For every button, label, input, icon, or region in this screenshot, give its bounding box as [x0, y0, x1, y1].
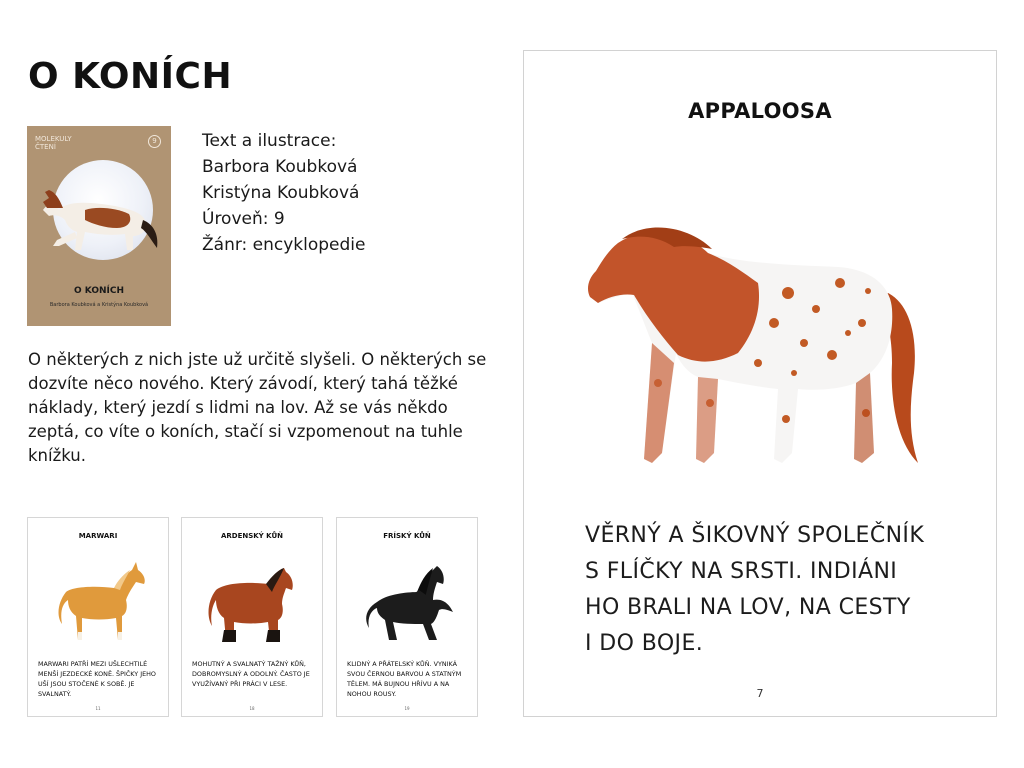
page-preview-appaloosa: [523, 50, 997, 717]
thumbnail-title: FRÍSKÝ KŮŇ: [383, 532, 431, 540]
book-cover[interactable]: [27, 126, 171, 326]
thumbnail-page-marwari[interactable]: [27, 517, 169, 717]
ardennes-horse-illustration: [202, 552, 306, 652]
appaloosa-horse-illustration: [578, 213, 938, 483]
page-preview-text: VĚRNÝ A ŠIKOVNÝ SPOLEČNÍK S FLÍČKY NA SRSTI. INDIÁNI HO BRALI NA LOV, NA CESTY I DO BOJE.: [585, 523, 925, 656]
page-preview-title: APPALOOSA: [688, 99, 832, 123]
thumbnail-page-frisky-kun[interactable]: [336, 517, 478, 717]
meta-genre: Žánr: encyklopedie: [202, 235, 366, 255]
book-meta: [202, 128, 366, 258]
meta-author-1: Barbora Koubková: [202, 157, 358, 177]
thumbnail-title: MARWARI: [78, 532, 118, 540]
page-title: O KONÍCH: [28, 56, 233, 97]
thumbnail-page-number: 11: [95, 706, 101, 711]
thumbnail-text: KLIDNÝ A PŘÁTELSKÝ KŮŇ. VYNIKÁ SVOU ČERNOU BARVOU A STATNÝM TĚLEM. MÁ BUJNOU HŘÍVU A NA NOHOU ROUSY.: [347, 660, 462, 698]
thumbnail-page-ardensky-kun[interactable]: [181, 517, 323, 717]
thumbnail-page-number: 19: [404, 706, 410, 711]
meta-author-2: Kristýna Koubková: [202, 183, 360, 203]
cover-title: O KONÍCH: [73, 286, 125, 296]
intro-paragraph: O některých z nich jste už určitě slyšeli. O některých se dozvíte něco nového. Který závodí, který tahá těžké náklady, který jezdí s lidmi na lov. Až se vás někdo zeptá, co víte o koních, stačí si vzpomenout na tuhle knížku.: [28, 350, 487, 465]
page-number: 7: [756, 687, 764, 700]
meta-credits-label: Text a ilustrace:: [202, 131, 337, 151]
thumbnail-title: ARDENSKÝ KŮŇ: [220, 532, 284, 540]
meta-level: Úroveň: 9: [202, 209, 285, 229]
friesian-horse-illustration: [357, 552, 461, 652]
cover-horse-illustration: [27, 126, 171, 276]
cover-series: MOLEKULY ČTENÍ: [35, 135, 72, 151]
cover-authors: Barbora Koubková a Kristýna Koubková: [49, 302, 149, 308]
thumbnail-text: MOHUTNÝ A SVALNATÝ TAŽNÝ KŮŇ, DOBROMYSLNÝ A ODOLNÝ. ČASTO JE VYUŽÍVANÝ PŘI PRÁCI V LESE.: [192, 660, 310, 688]
cover-level-badge: 9: [148, 135, 161, 148]
marwari-horse-illustration: [48, 552, 152, 652]
thumbnail-text: MARWARI PATŘÍ MEZI UŠLECHTILÉ MENŠÍ JEZDECKÉ KONĚ. ŠPIČKY JEHO UŠÍ JSOU STOČENÉ K SOBĚ. JE SVALNATÝ.: [38, 660, 156, 698]
thumbnail-page-number: 18: [249, 706, 255, 711]
